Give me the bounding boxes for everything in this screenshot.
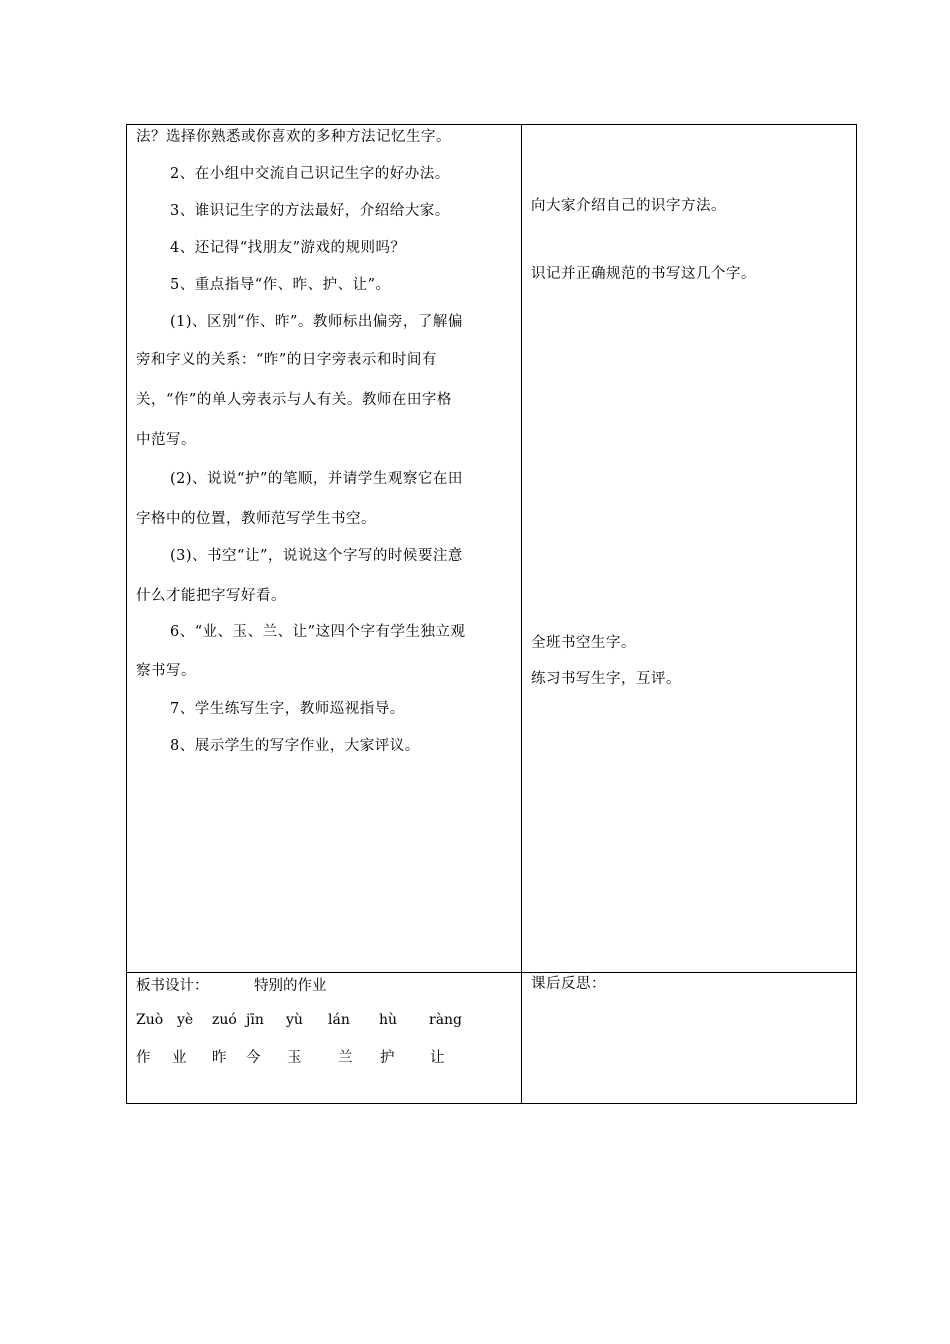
board-design-title: 特别的作业: [254, 978, 327, 994]
pinyin-row: [136, 1012, 516, 1032]
character-item: 让: [430, 1050, 445, 1066]
process-line: 什么才能把字写好看。: [136, 588, 286, 604]
pinyin-item: hù: [379, 1012, 398, 1028]
pinyin-item: jīn: [246, 1012, 264, 1028]
pinyin-item: yù: [286, 1012, 303, 1028]
process-line: 字格中的位置，教师范写学生书空。: [136, 511, 376, 527]
process-line: 察书写。: [136, 663, 196, 679]
column-divider: [521, 125, 522, 1103]
activity-line: 识记并正确规范的书写这几个字。: [531, 266, 756, 282]
process-line: 法？选择你熟悉或你喜欢的多种方法记忆生字。: [136, 129, 451, 145]
process-line: 旁和字义的关系：“昨”的日字旁表示和时间有: [136, 352, 437, 368]
process-line: (3)、书空“让”，说说这个字写的时候要注意: [170, 548, 463, 564]
activity-line: 练习书写生字，互评。: [531, 671, 681, 687]
process-line: 4、还记得“找朋友”游戏的规则吗？: [170, 240, 406, 256]
process-line: 3、谁识记生字的方法最好，介绍给大家。: [170, 203, 450, 219]
process-line: (2)、说说“护”的笔顺，并请学生观察它在田: [170, 471, 463, 487]
character-item: 今: [246, 1050, 261, 1066]
character-item: 玉: [287, 1050, 302, 1066]
pinyin-item: zuó: [212, 1012, 237, 1028]
pinyin-item: yè: [177, 1012, 194, 1028]
process-line: 中范写。: [136, 432, 196, 448]
process-line: (1)、区别“作、昨”。教师标出偏旁，了解偏: [170, 314, 463, 330]
character-item: 作: [136, 1050, 151, 1066]
reflection-label: 课后反思：: [531, 976, 606, 992]
board-design-heading: [136, 974, 327, 995]
character-row: [136, 1046, 516, 1066]
process-line: 关，“作”的单人旁表示与人有关。教师在田字格: [136, 392, 452, 408]
process-line: 6、“业、玉、兰、让”这四个字有学生独立观: [170, 624, 466, 640]
activity-line: 全班书空生字。: [531, 635, 636, 651]
pinyin-item: ràng: [429, 1012, 463, 1028]
pinyin-item: Zuò: [136, 1012, 164, 1028]
process-line: 2、在小组中交流自己识记生字的好办法。: [170, 166, 450, 182]
activity-line: 向大家介绍自己的识字方法。: [531, 198, 726, 214]
character-item: 兰: [338, 1050, 353, 1066]
process-line: 7、学生练写生字，教师巡视指导。: [170, 701, 405, 717]
process-line: 8、展示学生的写字作业，大家评议。: [170, 738, 420, 754]
process-line: 5、重点指导“作、昨、护、让”。: [170, 277, 391, 293]
character-item: 昨: [212, 1050, 227, 1066]
character-item: 护: [380, 1050, 395, 1066]
board-design-cell: [136, 972, 516, 1102]
character-item: 业: [172, 1050, 187, 1066]
pinyin-item: lán: [328, 1012, 350, 1028]
board-design-label: 板书设计：: [136, 978, 209, 994]
